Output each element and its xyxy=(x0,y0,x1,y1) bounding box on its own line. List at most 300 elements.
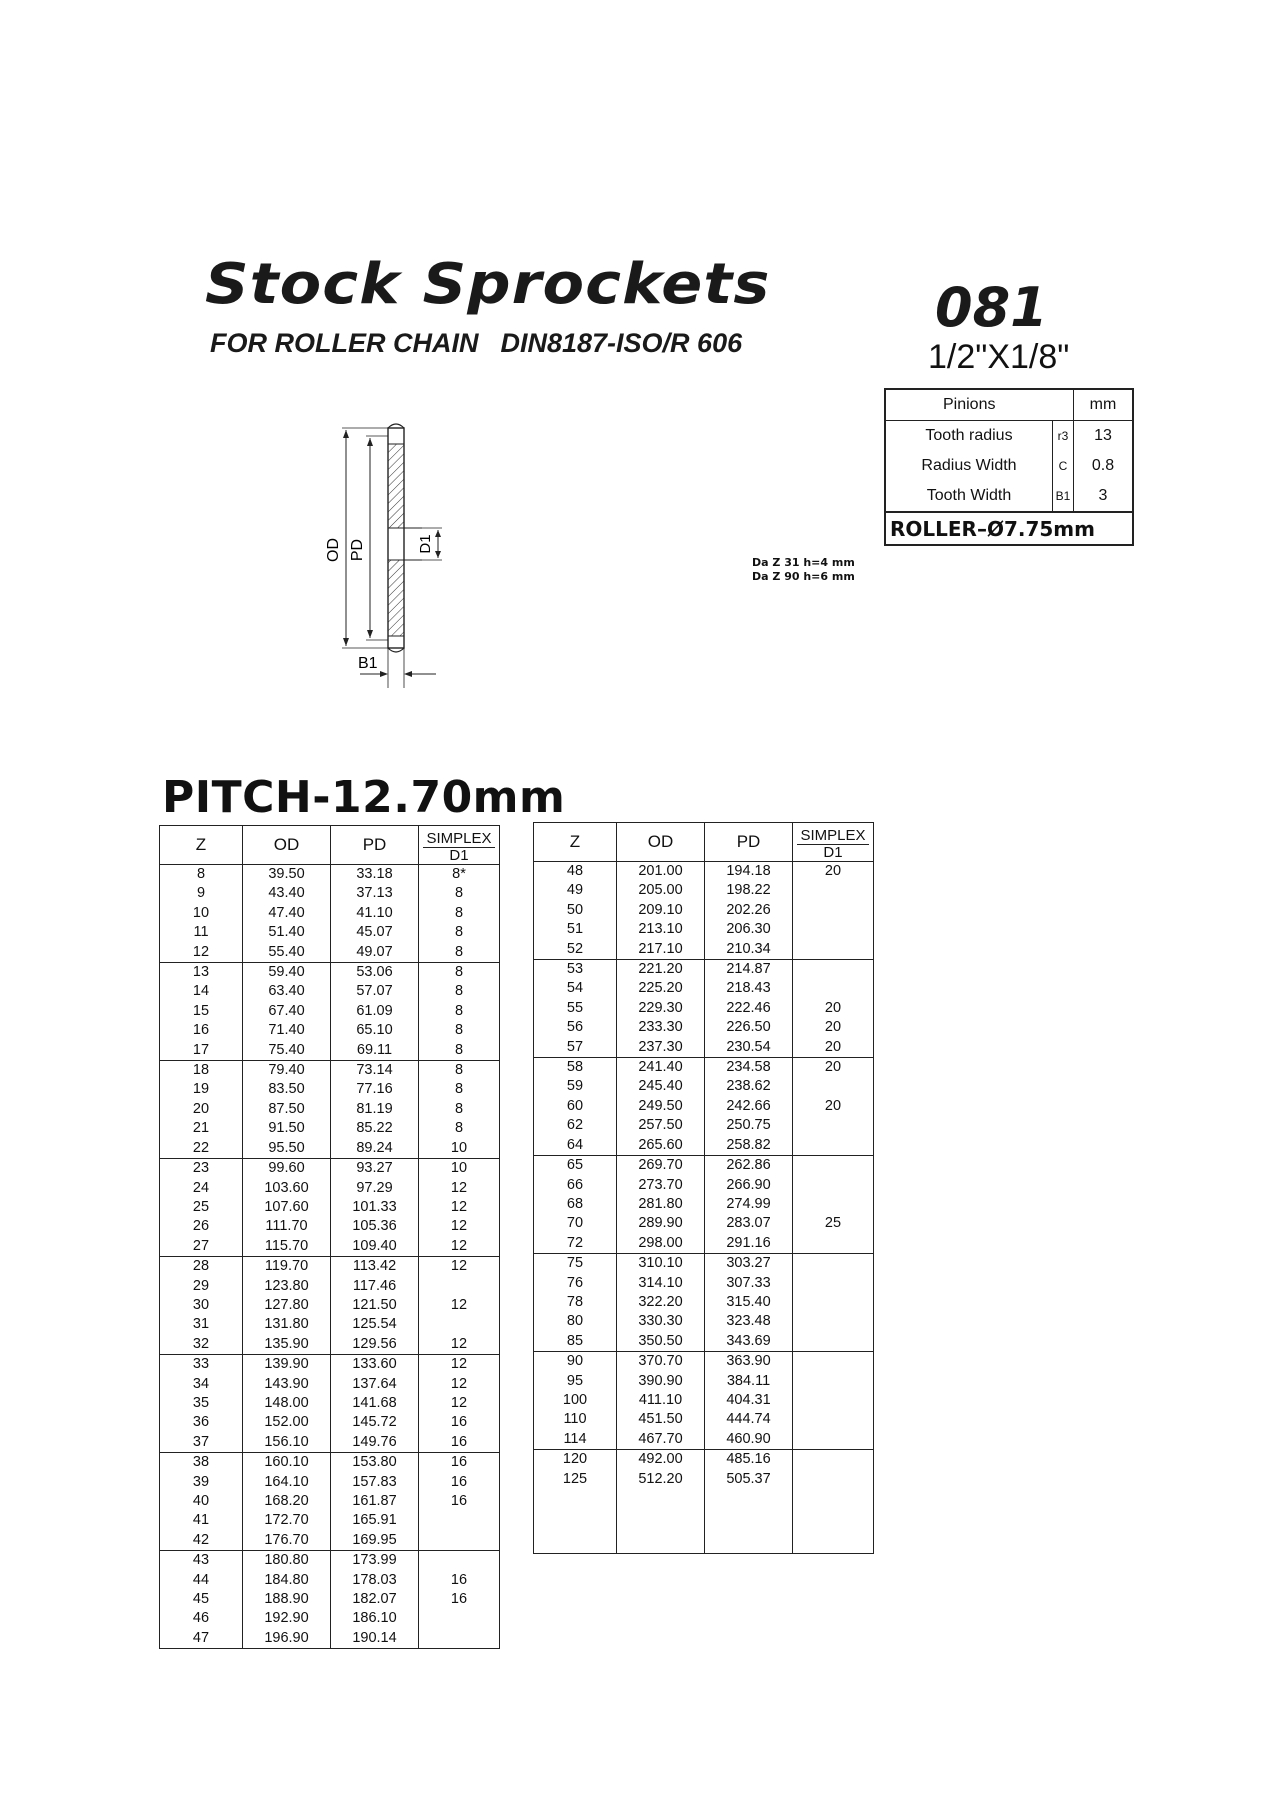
table-row xyxy=(160,904,500,923)
cell-z: 55 xyxy=(566,999,584,1016)
cell-z: 44 xyxy=(192,1571,210,1588)
cell-pd: 141.68 xyxy=(331,1394,419,1413)
note-line: Da Z 90 h=6 mm xyxy=(752,570,855,583)
cell-pd: 125.54 xyxy=(331,1315,419,1334)
table-row xyxy=(534,1274,874,1293)
cell-od: 160.10 xyxy=(243,1453,331,1473)
cell-z: 45 xyxy=(192,1591,210,1608)
page-title: Stock Sprockets xyxy=(205,252,771,317)
cell-z: 120 xyxy=(534,1450,617,1470)
table-row xyxy=(160,1139,500,1159)
cell-d1: 20 xyxy=(793,1018,874,1037)
cell-z: 35 xyxy=(192,1394,210,1411)
cell-od: 127.80 xyxy=(243,1296,331,1315)
table-row xyxy=(534,1430,874,1450)
cell-pd: 137.64 xyxy=(331,1375,419,1394)
cell-od: 273.70 xyxy=(617,1176,705,1195)
cell-z: 17 xyxy=(192,1041,210,1058)
table-row xyxy=(534,1234,874,1254)
cell-z: 42 xyxy=(192,1531,210,1548)
od-label: OD xyxy=(325,538,342,562)
cell-pd: 65.10 xyxy=(331,1021,419,1040)
cell-od: 492.00 xyxy=(617,1450,705,1470)
cell-d1 xyxy=(793,1410,874,1429)
cell-pd: 214.87 xyxy=(705,960,793,980)
cell-od: 310.10 xyxy=(617,1254,705,1274)
cell-z: 57 xyxy=(566,1038,584,1055)
cell-pd: 384.11 xyxy=(705,1372,793,1391)
table-row xyxy=(160,1355,500,1375)
cell-z: 50 xyxy=(566,901,584,918)
cell-pd: 97.29 xyxy=(331,1179,419,1198)
cell-d1: 20 xyxy=(793,1038,874,1058)
cell-od: 59.40 xyxy=(243,963,331,983)
cell-z: 38 xyxy=(160,1453,243,1473)
cell-pd: 173.99 xyxy=(331,1551,419,1571)
cell-pd: 242.66 xyxy=(705,1097,793,1116)
cell-z: 95 xyxy=(566,1372,584,1389)
table-row xyxy=(160,1100,500,1119)
cell-pd: 37.13 xyxy=(331,884,419,903)
cell-d1 xyxy=(793,1234,874,1254)
cell-pd: 153.80 xyxy=(331,1453,419,1473)
table-row xyxy=(160,923,500,942)
cell-pd: 206.30 xyxy=(705,920,793,939)
table-row xyxy=(160,1179,500,1198)
cell-z: 33 xyxy=(160,1355,243,1375)
table-row xyxy=(534,960,874,980)
table-row xyxy=(534,1293,874,1312)
cell-d1: 16 xyxy=(419,1433,500,1453)
cell-d1 xyxy=(419,1511,500,1530)
cell-z: 31 xyxy=(192,1316,210,1333)
cell-z: 59 xyxy=(566,1078,584,1095)
pinion-symbol: r3 xyxy=(1053,421,1074,452)
cell-z: 53 xyxy=(534,960,617,980)
table-row xyxy=(534,1156,874,1176)
cell-d1 xyxy=(793,1254,874,1274)
cell-od: 79.40 xyxy=(243,1061,331,1081)
subtitle-text: FOR ROLLER CHAIN xyxy=(210,328,479,358)
table-row xyxy=(160,1277,500,1296)
cell-d1 xyxy=(419,1277,500,1296)
table-row xyxy=(534,1176,874,1195)
table-row xyxy=(534,1097,874,1116)
cell-z: 32 xyxy=(192,1335,210,1352)
cell-od: 95.50 xyxy=(243,1139,331,1159)
cell-pd: 303.27 xyxy=(705,1254,793,1274)
table-row xyxy=(160,943,500,963)
cell-z: 64 xyxy=(566,1136,584,1153)
table-row xyxy=(534,1077,874,1096)
empty-cell xyxy=(534,1489,617,1554)
cell-pd: 109.40 xyxy=(331,1237,419,1257)
model-number: 081 xyxy=(935,276,1048,339)
cell-d1 xyxy=(793,1332,874,1352)
cell-z: 66 xyxy=(566,1176,584,1193)
cell-od: 168.20 xyxy=(243,1492,331,1511)
cell-d1 xyxy=(793,960,874,980)
col-simplex-header xyxy=(793,823,874,862)
cell-d1: 8 xyxy=(419,1080,500,1099)
cell-od: 184.80 xyxy=(243,1571,331,1590)
cell-od: 298.00 xyxy=(617,1234,705,1254)
cell-d1: 10 xyxy=(419,1159,500,1179)
table-row xyxy=(534,1450,874,1470)
table-row xyxy=(160,1217,500,1236)
table-row xyxy=(534,1018,874,1037)
cell-z: 8 xyxy=(196,866,206,882)
empty-cell xyxy=(617,1489,705,1554)
cell-od: 221.20 xyxy=(617,960,705,980)
table-row xyxy=(160,884,500,903)
cell-pd: 226.50 xyxy=(705,1018,793,1037)
cell-od: 143.90 xyxy=(243,1375,331,1394)
cell-d1 xyxy=(793,1293,874,1312)
cell-d1: 16 xyxy=(419,1492,500,1511)
cell-d1: 10 xyxy=(419,1139,500,1159)
cell-pd: 283.07 xyxy=(705,1214,793,1233)
cell-pd: 117.46 xyxy=(331,1277,419,1296)
cell-d1 xyxy=(793,940,874,960)
cell-od: 330.30 xyxy=(617,1312,705,1331)
table-row xyxy=(160,1159,500,1179)
table-row xyxy=(160,1119,500,1138)
cell-d1 xyxy=(793,920,874,939)
sprocket-table-right xyxy=(533,822,874,1554)
cell-z: 22 xyxy=(192,1139,210,1156)
cell-d1 xyxy=(419,1531,500,1551)
pd-label: PD xyxy=(349,538,366,562)
cell-z: 26 xyxy=(192,1218,210,1235)
pd-dimension xyxy=(366,436,388,640)
table-row xyxy=(160,1492,500,1511)
cell-od: 83.50 xyxy=(243,1080,331,1099)
cell-od: 322.20 xyxy=(617,1293,705,1312)
cell-od: 111.70 xyxy=(243,1217,331,1236)
cell-z: 72 xyxy=(566,1234,584,1251)
cell-d1 xyxy=(793,1430,874,1450)
cell-z: 39 xyxy=(192,1473,210,1490)
cell-z: 13 xyxy=(160,963,243,983)
d1-label: D1 xyxy=(797,844,869,861)
cell-z: 34 xyxy=(192,1375,210,1392)
cell-d1: 8 xyxy=(419,1021,500,1040)
table-row xyxy=(534,1214,874,1233)
table-row xyxy=(534,1312,874,1331)
cell-od: 156.10 xyxy=(243,1433,331,1453)
table-row xyxy=(160,1531,500,1551)
cell-od: 217.10 xyxy=(617,940,705,960)
table-row xyxy=(534,1470,874,1489)
cell-pd: 113.42 xyxy=(331,1257,419,1277)
sprocket-table-left xyxy=(159,825,500,1649)
cell-od: 139.90 xyxy=(243,1355,331,1375)
cell-pd: 81.19 xyxy=(331,1100,419,1119)
sprocket-drawing xyxy=(310,420,450,690)
cell-pd: 53.06 xyxy=(331,963,419,983)
empty-cell xyxy=(793,1489,874,1554)
table-row xyxy=(160,1433,500,1453)
cell-od: 71.40 xyxy=(243,1021,331,1040)
cell-d1 xyxy=(419,1629,500,1649)
b1-label: B1 xyxy=(358,655,378,672)
cell-od: 205.00 xyxy=(617,881,705,900)
cell-pd: 149.76 xyxy=(331,1433,419,1453)
cell-d1: 8 xyxy=(419,943,500,963)
cell-z: 15 xyxy=(192,1002,210,1019)
cell-pd: 186.10 xyxy=(331,1609,419,1628)
cell-od: 213.10 xyxy=(617,920,705,939)
cell-z: 54 xyxy=(566,980,584,997)
cell-pd: 57.07 xyxy=(331,982,419,1001)
cell-z: 9 xyxy=(196,885,206,902)
cell-od: 164.10 xyxy=(243,1473,331,1492)
roller-spec: ROLLER–Ø7.75mm xyxy=(885,512,1133,545)
cell-od: 55.40 xyxy=(243,943,331,963)
cell-d1 xyxy=(793,1372,874,1391)
cell-od: 451.50 xyxy=(617,1410,705,1429)
cell-pd: 234.58 xyxy=(705,1058,793,1078)
cell-d1: 12 xyxy=(419,1237,500,1257)
cell-pd: 73.14 xyxy=(331,1061,419,1081)
pinion-label: Tooth Width xyxy=(926,487,1012,504)
table-row xyxy=(534,862,874,882)
cell-d1 xyxy=(793,1450,874,1470)
cell-pd: 291.16 xyxy=(705,1234,793,1254)
cell-od: 245.40 xyxy=(617,1077,705,1096)
cell-pd: 49.07 xyxy=(331,943,419,963)
cell-d1 xyxy=(793,881,874,900)
pinion-label: Tooth radius xyxy=(925,427,1013,444)
cell-od: 314.10 xyxy=(617,1274,705,1293)
cell-d1: 8 xyxy=(419,982,500,1001)
cell-od: 172.70 xyxy=(243,1511,331,1530)
subtitle xyxy=(210,328,742,359)
cell-od: 269.70 xyxy=(617,1156,705,1176)
col-pd-header: PD xyxy=(331,826,419,865)
cell-pd: 133.60 xyxy=(331,1355,419,1375)
cell-pd: 218.43 xyxy=(705,979,793,998)
cell-d1: 12 xyxy=(419,1355,500,1375)
cell-pd: 274.99 xyxy=(705,1195,793,1214)
d1-label: D1 xyxy=(423,847,495,864)
pinion-symbol: C xyxy=(1053,451,1074,481)
table-row xyxy=(160,1237,500,1257)
cell-z: 21 xyxy=(192,1120,210,1137)
cell-pd: 190.14 xyxy=(331,1629,419,1649)
cell-d1: 12 xyxy=(419,1335,500,1355)
cell-pd: 157.83 xyxy=(331,1473,419,1492)
cell-od: 192.90 xyxy=(243,1609,331,1628)
simplex-label: SIMPLEX xyxy=(426,830,492,847)
pinions-header: Pinions xyxy=(885,389,1053,421)
cell-od: 51.40 xyxy=(243,923,331,942)
cell-z: 30 xyxy=(192,1296,210,1313)
cell-od: 75.40 xyxy=(243,1041,331,1061)
cell-pd: 77.16 xyxy=(331,1080,419,1099)
cell-od: 115.70 xyxy=(243,1237,331,1257)
cell-z: 25 xyxy=(192,1198,210,1215)
od-dimension xyxy=(342,428,388,648)
cell-z: 125 xyxy=(562,1470,588,1487)
cell-z: 62 xyxy=(566,1117,584,1134)
cell-od: 63.40 xyxy=(243,982,331,1001)
pinions-table xyxy=(884,388,1134,546)
table-row xyxy=(534,1116,874,1135)
cell-d1: 20 xyxy=(793,999,874,1018)
cell-z: 90 xyxy=(534,1352,617,1372)
table-row xyxy=(160,1609,500,1628)
cell-od: 176.70 xyxy=(243,1531,331,1551)
pinions-unit: mm xyxy=(1074,389,1134,421)
cell-d1: 20 xyxy=(793,862,874,882)
table-row xyxy=(534,1332,874,1352)
cell-od: 180.80 xyxy=(243,1551,331,1571)
cell-pd: 145.72 xyxy=(331,1413,419,1432)
cell-z: 76 xyxy=(566,1274,584,1291)
table-row xyxy=(534,1410,874,1429)
cell-pd: 41.10 xyxy=(331,904,419,923)
pinion-value: 3 xyxy=(1074,481,1134,512)
cell-od: 241.40 xyxy=(617,1058,705,1078)
cell-od: 91.50 xyxy=(243,1119,331,1138)
table-row xyxy=(534,940,874,960)
cell-od: 99.60 xyxy=(243,1159,331,1179)
table-row-empty xyxy=(534,1489,874,1554)
cell-d1: 12 xyxy=(419,1394,500,1413)
cell-d1: 12 xyxy=(419,1257,500,1277)
cell-z: 114 xyxy=(563,1430,587,1447)
cell-d1 xyxy=(793,979,874,998)
cell-d1: 8 xyxy=(419,1100,500,1119)
cell-d1: 12 xyxy=(419,1179,500,1198)
cell-d1: 20 xyxy=(793,1097,874,1116)
table-row xyxy=(160,1413,500,1432)
cell-od: 229.30 xyxy=(617,999,705,1018)
cell-z: 75 xyxy=(534,1254,617,1274)
cell-od: 39.50 xyxy=(243,865,331,885)
cell-d1: 16 xyxy=(419,1473,500,1492)
cell-pd: 266.90 xyxy=(705,1176,793,1195)
cell-pd: 262.86 xyxy=(705,1156,793,1176)
cell-z: 19 xyxy=(192,1081,210,1098)
cell-z: 56 xyxy=(566,1019,584,1036)
cell-z: 49 xyxy=(566,882,584,899)
table-row xyxy=(534,1038,874,1058)
cell-z: 11 xyxy=(193,924,209,941)
col-simplex-header xyxy=(419,826,500,865)
cell-d1 xyxy=(793,1136,874,1156)
cell-d1: 8 xyxy=(419,884,500,903)
cell-od: 411.10 xyxy=(617,1391,705,1410)
cell-od: 119.70 xyxy=(243,1257,331,1277)
table-row xyxy=(160,1021,500,1040)
cell-pd: 178.03 xyxy=(331,1571,419,1590)
cell-z: 100 xyxy=(562,1391,588,1408)
cell-pd: 460.90 xyxy=(705,1430,793,1450)
cell-pd: 222.46 xyxy=(705,999,793,1018)
cell-d1: 20 xyxy=(793,1058,874,1078)
cell-d1 xyxy=(793,1156,874,1176)
cell-z: 28 xyxy=(160,1257,243,1277)
cell-pd: 238.62 xyxy=(705,1077,793,1096)
cell-od: 201.00 xyxy=(617,862,705,882)
table-row xyxy=(534,1136,874,1156)
cell-d1: 8 xyxy=(419,963,500,983)
cell-z: 27 xyxy=(192,1237,210,1254)
cell-pd: 33.18 xyxy=(331,865,419,885)
table-row xyxy=(160,1335,500,1355)
table-row xyxy=(160,1629,500,1649)
table-body-right xyxy=(534,862,874,1554)
cell-z: 36 xyxy=(192,1414,210,1431)
cell-z: 51 xyxy=(566,921,584,938)
simplex-label: SIMPLEX xyxy=(800,827,866,844)
cell-z: 70 xyxy=(566,1215,584,1232)
cell-od: 123.80 xyxy=(243,1277,331,1296)
cell-pd: 169.95 xyxy=(331,1531,419,1551)
cell-pd: 194.18 xyxy=(705,862,793,882)
cell-d1 xyxy=(419,1609,500,1628)
cell-z: 12 xyxy=(192,943,210,960)
cell-d1: 8 xyxy=(419,904,500,923)
cell-pd: 404.31 xyxy=(705,1391,793,1410)
col-z-header: Z xyxy=(160,826,243,865)
cell-pd: 485.16 xyxy=(705,1450,793,1470)
table-row xyxy=(160,963,500,983)
table-row xyxy=(160,1198,500,1217)
table-row xyxy=(534,979,874,998)
cell-pd: 101.33 xyxy=(331,1198,419,1217)
cell-z: 46 xyxy=(192,1610,210,1627)
cell-d1: 16 xyxy=(419,1413,500,1432)
cell-z: 60 xyxy=(566,1097,584,1114)
cell-pd: 250.75 xyxy=(705,1116,793,1135)
chain-size: 1/2"X1/8" xyxy=(928,338,1070,376)
cell-z: 80 xyxy=(566,1313,584,1330)
cell-d1: 25 xyxy=(793,1214,874,1233)
cell-d1: 16 xyxy=(419,1590,500,1609)
cell-od: 370.70 xyxy=(617,1352,705,1372)
cell-d1: 12 xyxy=(419,1375,500,1394)
cell-od: 265.60 xyxy=(617,1136,705,1156)
cell-od: 209.10 xyxy=(617,901,705,920)
cell-d1: 12 xyxy=(419,1296,500,1315)
cell-pd: 93.27 xyxy=(331,1159,419,1179)
table-row xyxy=(160,1511,500,1530)
cell-d1 xyxy=(793,1470,874,1489)
cell-pd: 89.24 xyxy=(331,1139,419,1159)
cell-z: 14 xyxy=(192,983,210,1000)
cell-pd: 323.48 xyxy=(705,1312,793,1331)
cell-d1: 12 xyxy=(419,1198,500,1217)
cell-d1: 8 xyxy=(419,1061,500,1081)
table-row xyxy=(160,1394,500,1413)
cell-z: 78 xyxy=(566,1293,584,1310)
cell-od: 131.80 xyxy=(243,1315,331,1334)
table-row xyxy=(160,1375,500,1394)
table-row xyxy=(160,982,500,1001)
cell-z: 48 xyxy=(566,863,584,879)
cell-od: 67.40 xyxy=(243,1002,331,1021)
standard-label: DIN8187-ISO/R 606 xyxy=(500,328,743,358)
cell-z: 20 xyxy=(192,1100,210,1117)
cell-z: 43 xyxy=(160,1551,243,1571)
cell-d1 xyxy=(793,901,874,920)
cell-d1: 12 xyxy=(419,1217,500,1236)
cell-od: 196.90 xyxy=(243,1629,331,1649)
